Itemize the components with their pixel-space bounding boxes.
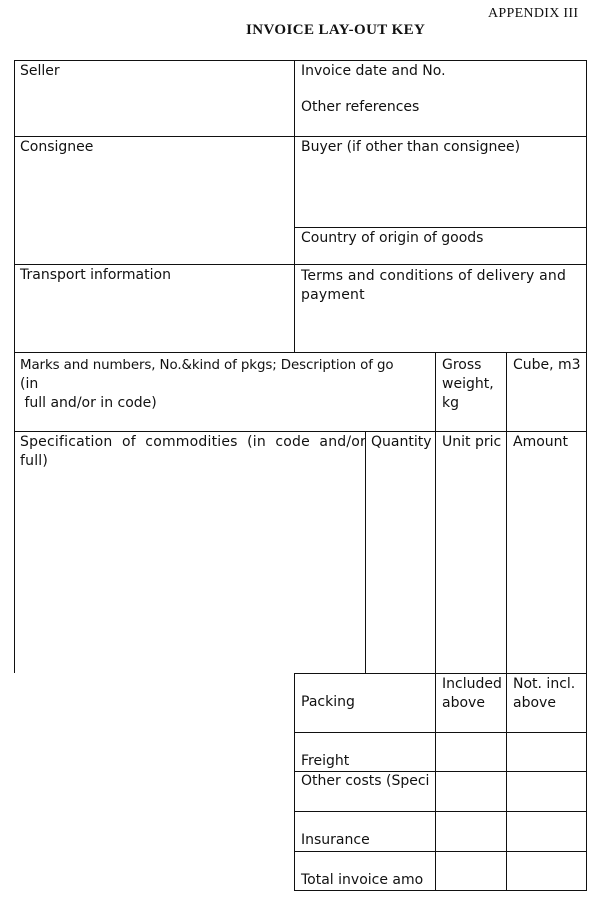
not-included-above-label: Not. incl. above [513,676,576,711]
cube-label: Cube, m3 [513,357,581,373]
invoice-date-no-label: Invoice date and No. [301,63,446,79]
divider [294,673,295,891]
divider [14,60,587,61]
divider [586,60,587,891]
divider [14,264,587,265]
marks-label-line1: Marks and numbers, No.&kind of pkgs; Description of go [20,358,394,373]
transport-info-label: Transport information [20,267,171,283]
buyer-label: Buyer (if other than consignee) [301,139,521,155]
marks-label-line2: (in [20,376,39,392]
divider [14,352,587,353]
other-references-label: Other references [301,99,420,115]
divider [294,227,587,228]
quantity-label: Quantity [371,434,432,450]
total-invoice-label: Total invoice amo [301,872,424,888]
packing-label: Packing [301,694,355,710]
consignee-label: Consignee [20,139,94,155]
terms-conditions-label: Terms and conditions of delivery and payment [301,268,567,303]
marks-label-line3: full and/or in code) [20,395,157,411]
divider [294,811,587,812]
country-origin-label: Country of origin of goods [301,230,484,246]
amount-label: Amount [513,434,569,450]
divider [294,732,587,733]
specification-label: Specification of commodities (in code and/or full) [20,434,366,469]
divider [294,851,587,852]
included-above-label: Included above [442,676,502,711]
page-title: INVOICE LAY-OUT KEY [246,22,426,38]
insurance-label: Insurance [301,832,370,848]
unit-price-label: Unit pric [442,434,502,450]
divider [14,136,587,137]
freight-label: Freight [301,753,350,769]
gross-weight-label: Gross weight, kg [442,357,494,411]
divider [294,60,295,352]
appendix-label: APPENDIX III [488,6,579,21]
divider [14,60,15,673]
other-costs-label: Other costs (Speci [301,773,430,789]
seller-label: Seller [20,63,60,79]
divider [14,431,587,432]
divider [294,890,587,891]
divider [294,673,587,674]
